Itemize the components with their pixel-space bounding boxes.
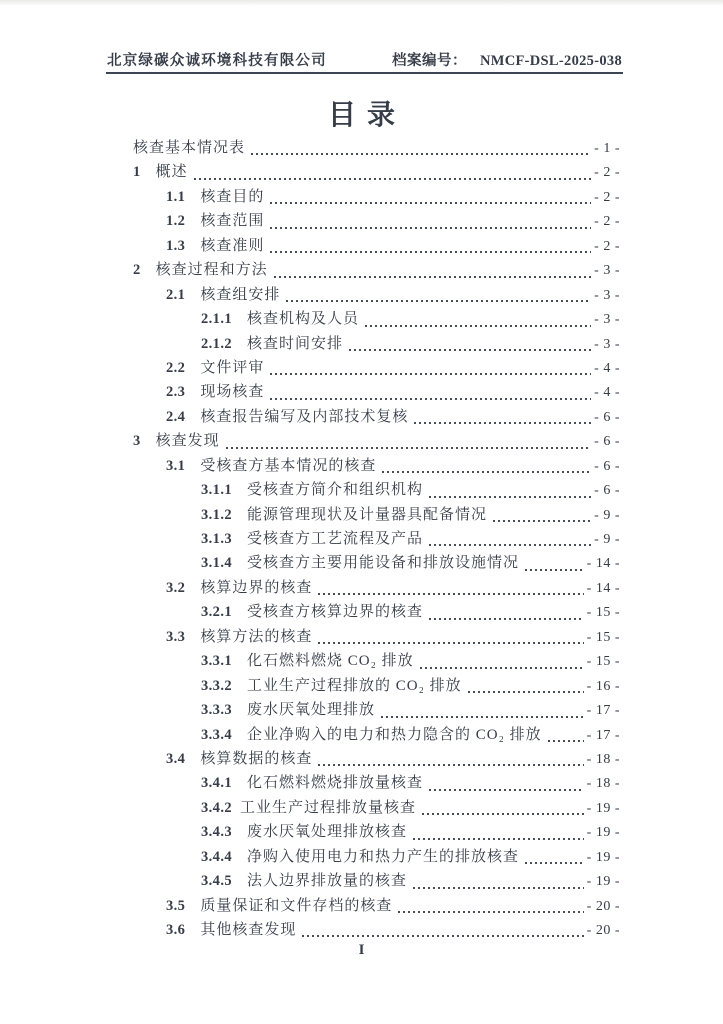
- toc-entry: [133, 429, 620, 453]
- toc-entry-number: 3.4.4: [201, 848, 232, 865]
- toc-entry-page: - 14 -: [586, 580, 620, 596]
- toc-entry-title: 废水厌氧处理排放: [247, 702, 376, 719]
- toc-dotted-leader: [493, 520, 591, 522]
- toc-dotted-leader: [548, 740, 584, 742]
- toc-entry: [133, 332, 620, 356]
- toc-entry: [133, 674, 620, 698]
- footer-page-number: I: [358, 942, 365, 958]
- toc-dotted-leader: [270, 202, 591, 204]
- toc-entry-title: 受核查方核算边界的核查: [247, 604, 424, 621]
- toc-entry-page: - 17 -: [586, 727, 620, 743]
- toc-entry-title: 文件评审: [200, 359, 265, 376]
- toc-dotted-leader: [270, 373, 591, 375]
- toc-entry: [133, 576, 620, 600]
- page-title: 目录: [327, 100, 406, 131]
- toc-entry-title: 核查时间安排: [247, 335, 344, 352]
- toc-dotted-leader: [429, 618, 584, 620]
- toc-entry-title: 核查范围: [200, 213, 265, 230]
- toc-entry-title: 受核查方主要用能设备和排放设施情况: [247, 555, 520, 572]
- toc-dotted-leader: [429, 789, 584, 791]
- toc-entry: [133, 723, 620, 747]
- toc-entry: [133, 894, 620, 918]
- toc-entry-page: - 3 -: [594, 263, 620, 279]
- toc-entry-number: 1.1: [166, 188, 186, 205]
- toc-entry: [133, 649, 620, 673]
- toc-entry-title: 现场核查: [200, 384, 265, 401]
- toc-entry-page: - 9 -: [594, 532, 620, 547]
- toc-dotted-leader: [429, 496, 591, 498]
- toc-entry-number: 3.2.1: [201, 604, 232, 621]
- toc-entry-page: - 18 -: [586, 776, 620, 792]
- toc-entry-number: 2.1: [166, 286, 186, 303]
- company-name: 北京绿碳众诚环境科技有限公司: [107, 53, 327, 69]
- toc-entry-number: 3.3.1: [201, 653, 232, 670]
- toc-dotted-leader: [420, 667, 584, 669]
- toc-entry-page: - 3 -: [594, 312, 620, 328]
- toc-dotted-leader: [270, 251, 591, 253]
- toc-entry-page: - 19 -: [586, 874, 620, 890]
- toc-entry-title: 受核查方基本情况的核查: [200, 457, 377, 474]
- toc-entry: [133, 918, 620, 942]
- toc-entry: [133, 796, 620, 820]
- toc-entry-title: 其他核查发现: [200, 922, 297, 938]
- toc-entry-page: - 2 -: [594, 165, 620, 181]
- toc-dotted-leader: [318, 642, 583, 644]
- toc-entry-number: 2.1.2: [201, 335, 232, 352]
- toc-entry-number: 3.6: [166, 922, 186, 938]
- toc-entry-page: - 16 -: [586, 678, 620, 694]
- toc-entry-title: 化石燃料燃烧 CO₂ 排放: [247, 653, 414, 670]
- toc-entry: [133, 454, 620, 478]
- toc-entry-title: 受核查方工艺流程及产品: [247, 531, 424, 547]
- toc-entry-page: - 15 -: [586, 654, 620, 670]
- toc-entry-number: 3.4.2: [201, 799, 232, 816]
- toc-entry-title: 能源管理现状及计量器具配备情况: [247, 506, 488, 523]
- toc-dotted-leader: [429, 544, 591, 546]
- toc-dotted-leader: [413, 887, 584, 889]
- toc-dotted-leader: [398, 911, 583, 913]
- toc-entry-page: - 20 -: [586, 898, 620, 914]
- toc-entry: [133, 503, 620, 527]
- toc-dotted-leader: [349, 349, 591, 351]
- header-divider: [106, 72, 623, 74]
- toc-dotted-leader: [194, 178, 592, 180]
- toc-entry-title: 工业生产过程排放的 CO₂ 排放: [247, 677, 462, 694]
- toc-entry-title: 法人边界排放量的核查: [247, 873, 408, 890]
- toc-entry-title: 核查目的: [200, 188, 265, 205]
- toc-entry-number: 3.3: [166, 628, 186, 645]
- toc-entry-page: - 3 -: [594, 287, 620, 303]
- toc-entry: [133, 258, 620, 282]
- toc-entry: [133, 600, 620, 624]
- toc-entry: [133, 478, 620, 502]
- toc-dotted-leader: [413, 838, 584, 840]
- page-header: [107, 49, 622, 70]
- toc-entry-page: - 1 -: [594, 141, 620, 156]
- toc-entry-page: - 4 -: [594, 360, 620, 376]
- toc-entry-title: 企业净购入的电力和热力隐含的 CO₂ 排放: [247, 726, 542, 743]
- toc-entry-page: - 6 -: [594, 458, 620, 474]
- toc-entry-page: - 17 -: [586, 703, 620, 719]
- toc-entry-number: 2.4: [166, 408, 186, 425]
- toc-entry: [133, 209, 620, 233]
- toc-dotted-leader: [525, 862, 584, 864]
- toc-entry-title: 质量保证和文件存档的核查: [200, 897, 393, 914]
- toc-entry: [133, 405, 620, 429]
- archive-number-label: 档案编号：: [391, 53, 467, 69]
- toc-entry: [133, 234, 620, 258]
- toc-entry-page: - 6 -: [594, 483, 620, 499]
- toc-dotted-leader: [251, 153, 591, 155]
- toc-entry-number: 3.1.2: [201, 506, 232, 523]
- toc-entry: [133, 625, 620, 649]
- toc-entry-page: - 19 -: [586, 849, 620, 865]
- toc-entry: [133, 698, 620, 722]
- toc-entry: [133, 283, 620, 307]
- toc-entry-page: - 19 -: [586, 825, 620, 841]
- toc-dotted-leader: [365, 325, 591, 327]
- toc-entry: [133, 307, 620, 331]
- toc-entry-number: 2.2: [166, 359, 186, 376]
- toc-entry-page: - 3 -: [594, 336, 620, 352]
- toc-entry-title: 核查过程和方法: [155, 262, 268, 279]
- toc-dotted-leader: [382, 471, 591, 473]
- toc-entry-number: 2.1.1: [201, 311, 232, 328]
- toc-entry-page: - 14 -: [586, 556, 620, 572]
- toc-entry-page: - 19 -: [586, 800, 620, 816]
- toc-entry-number: 1.2: [166, 213, 186, 230]
- toc-dotted-leader: [274, 276, 592, 278]
- toc-entry-number: 3.4: [166, 750, 186, 767]
- toc-entry: [133, 356, 620, 380]
- toc-entry-number: 2: [133, 262, 141, 279]
- toc-dotted-leader: [226, 447, 592, 449]
- toc-entry: [133, 551, 620, 575]
- toc-entry-number: 3.2: [166, 579, 186, 596]
- toc-entry-number: 3.1: [166, 457, 186, 474]
- toc-entry-title: 核查发现: [155, 433, 220, 450]
- toc-entry-page: - 2 -: [594, 238, 620, 254]
- toc-entry-title: 核查基本情况表: [133, 140, 246, 156]
- toc-entry-page: - 20 -: [586, 923, 620, 938]
- toc-entry: [133, 136, 620, 160]
- toc-entry-number: 3.4.3: [201, 824, 232, 841]
- toc-entry-title: 核算数据的核查: [200, 750, 313, 767]
- toc-dotted-leader: [414, 422, 591, 424]
- toc-entry: [133, 527, 620, 551]
- toc-entry: [133, 185, 620, 209]
- toc-entry-number: 3: [133, 433, 141, 450]
- toc-dotted-leader: [468, 691, 584, 693]
- toc-entry-page: - 6 -: [594, 409, 620, 425]
- toc-entry-page: - 18 -: [586, 751, 620, 767]
- toc-entry: [133, 820, 620, 844]
- toc-entry-title: 概述: [155, 164, 188, 181]
- toc-dotted-leader: [286, 300, 591, 302]
- toc-entry-page: - 9 -: [594, 507, 620, 523]
- toc-entry-title: 核查机构及人员: [247, 311, 360, 328]
- toc-entry-number: 1.3: [166, 237, 186, 254]
- toc-entry-number: 3.1.1: [201, 482, 232, 499]
- toc-entry-page: - 6 -: [594, 434, 620, 450]
- toc-entry: [133, 845, 620, 869]
- toc-entry-title: 核查报告编写及内部技术复核: [200, 408, 409, 425]
- toc-dotted-leader: [318, 764, 583, 766]
- toc-entry-title: 化石燃料燃烧排放量核查: [247, 775, 424, 792]
- toc-entry-title: 净购入使用电力和热力产生的排放核查: [247, 848, 520, 865]
- toc-entry-number: 3.4.5: [201, 873, 232, 890]
- toc-entry-page: - 4 -: [594, 385, 620, 401]
- toc-entry-number: 3.1.3: [201, 531, 232, 547]
- toc-entry-title: 工业生产过程排放量核查: [240, 799, 417, 816]
- toc-dotted-leader: [422, 813, 584, 815]
- toc-entry-number: 2.3: [166, 384, 186, 401]
- toc-entry-page: - 2 -: [594, 214, 620, 230]
- toc-entry: [133, 747, 620, 771]
- toc-entry-title: 废水厌氧处理排放核查: [247, 824, 408, 841]
- archive-number-group: [392, 49, 622, 70]
- toc-entry: [133, 869, 620, 893]
- toc-entry-title: 核查准则: [200, 237, 265, 254]
- toc-entry-title: 核查组安排: [200, 286, 281, 303]
- scan-edge-shading: [0, 0, 723, 6]
- toc-entry: [133, 380, 620, 404]
- toc-list: [133, 136, 620, 942]
- toc-entry-number: 3.5: [166, 897, 186, 914]
- toc-entry-number: 3.3.2: [201, 677, 232, 694]
- toc-entry-number: 3.3.3: [201, 702, 232, 719]
- toc-dotted-leader: [381, 716, 584, 718]
- toc-dotted-leader: [302, 935, 583, 937]
- toc-dotted-leader: [270, 398, 591, 400]
- toc-entry: [133, 771, 620, 795]
- toc-entry-title: 核算边界的核查: [200, 579, 313, 596]
- toc-entry-page: - 2 -: [594, 189, 620, 205]
- toc-dotted-leader: [525, 569, 584, 571]
- toc-entry-number: 3.4.1: [201, 775, 232, 792]
- toc-entry-number: 1: [133, 164, 141, 181]
- toc-entry: [133, 160, 620, 184]
- toc-dotted-leader: [318, 593, 583, 595]
- archive-number-value: NMCF-DSL-2025-038: [479, 53, 622, 69]
- toc-dotted-leader: [270, 227, 591, 229]
- toc-entry-number: 3.1.4: [201, 555, 232, 572]
- toc-entry-page: - 15 -: [586, 629, 620, 645]
- toc-entry-title: 受核查方简介和组织机构: [247, 482, 424, 499]
- toc-entry-number: 3.3.4: [201, 726, 232, 743]
- toc-entry-page: - 15 -: [586, 605, 620, 621]
- toc-entry-title: 核算方法的核查: [200, 628, 313, 645]
